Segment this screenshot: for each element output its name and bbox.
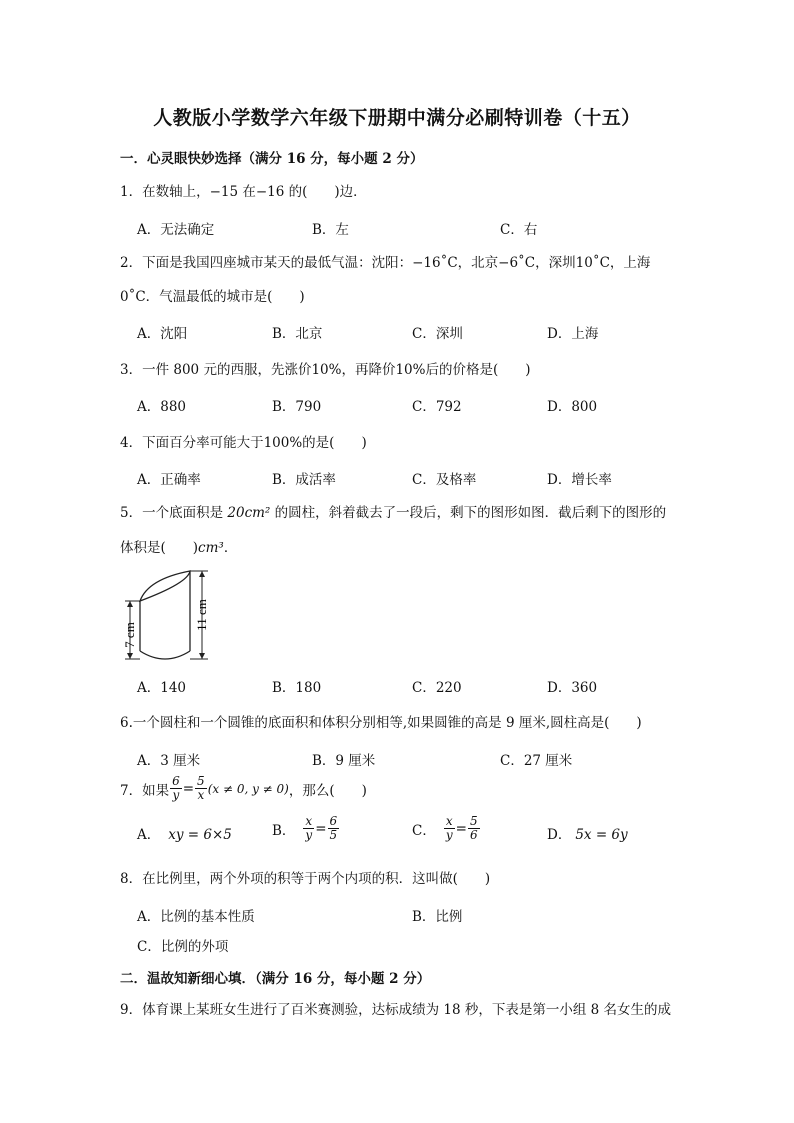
question-5-line-2: 体积是( )cm³． [120, 540, 238, 556]
fig-label-7cm: 7 cm [122, 622, 137, 648]
q6-option-a[interactable]: A．3 厘米 [137, 753, 201, 769]
q1-option-c[interactable]: C．右 [500, 222, 538, 238]
q4-option-d[interactable]: D．增长率 [547, 472, 612, 488]
question-4: 4．下面百分率可能大于100%的是( ) [120, 435, 367, 451]
section-1-heading: 一．心灵眼快妙选择（满分 16 分，每小题 2 分） [120, 151, 424, 167]
question-6: 6.一个圆柱和一个圆锥的底面积和体积分别相等,如果圆锥的高是 9 厘米,圆柱高是( ) [120, 715, 642, 731]
fig-label-11cm: 11 cm [194, 599, 209, 631]
question-3: 3．一件 800 元的西服，先涨价10%，再降价10%后的价格是( ) [120, 362, 531, 378]
question-2-line-1: 2．下面是我国四座城市某天的最低气温：沈阳：−16˚C，北京−6˚C，深圳10˚C，上海 [120, 255, 651, 271]
question-8: 8．在比例里，两个外项的积等于两个内项的积．这叫做( ) [120, 871, 491, 887]
q7-option-b[interactable]: B． $\frac{x}{y}$ = $\frac{6}{5}$ [272, 814, 338, 842]
q3-option-c[interactable]: C．792 [412, 399, 462, 415]
q5-option-a[interactable]: A．140 [137, 680, 187, 696]
q1-option-a[interactable]: A．无法确定 [137, 222, 215, 238]
q8-option-c[interactable]: C．比例的外项 [137, 939, 229, 955]
q7-option-a[interactable]: A． xy = 6×5 [137, 827, 232, 843]
q3-option-d[interactable]: D．800 [547, 399, 598, 415]
q2-option-c[interactable]: C．深圳 [412, 326, 463, 342]
q3-option-b[interactable]: B．790 [272, 399, 322, 415]
question-1: 1．在数轴上，−15 在−16 的( )边． [120, 184, 367, 200]
q3-option-a[interactable]: A．880 [137, 399, 187, 415]
section-2-heading: 二．温故知新细心填．（满分 16 分，每小题 2 分） [120, 971, 431, 987]
q1-option-b[interactable]: B．左 [312, 222, 349, 238]
q8-option-b[interactable]: B．比例 [412, 909, 463, 925]
q2-option-d[interactable]: D．上海 [547, 326, 599, 342]
q4-option-a[interactable]: A．正确率 [137, 472, 201, 488]
q5-option-b[interactable]: B．180 [272, 680, 322, 696]
question-9: 9．体育课上某班女生进行了百米赛测验，达标成绩为 18 秒，下表是第一小组 8 名女生的成 [120, 1002, 672, 1018]
q7-option-c[interactable]: C． $\frac{x}{y}$ = $\frac{5}{6}$ [412, 814, 478, 842]
q4-option-b[interactable]: B．成活率 [272, 472, 336, 488]
q4-option-c[interactable]: C．及格率 [412, 472, 477, 488]
question-2-line-2: 0˚C．气温最低的城市是( ) [120, 289, 305, 305]
q6-option-c[interactable]: C．27 厘米 [500, 753, 573, 769]
q2-option-a[interactable]: A．沈阳 [137, 326, 188, 342]
q7-fraction-2: $\frac{5}{x}$ [197, 774, 205, 802]
q2-option-b[interactable]: B．北京 [272, 326, 323, 342]
q8-option-a[interactable]: A．比例的基本性质 [137, 909, 255, 925]
q7-fraction-1: $\frac{6}{y}$ [172, 774, 180, 802]
cut-cylinder-figure [118, 563, 218, 668]
q6-option-b[interactable]: B．9 厘米 [312, 753, 376, 769]
q7-option-d[interactable]: D． 5x = 6y [547, 827, 628, 843]
q5-option-d[interactable]: D．360 [547, 680, 598, 696]
question-5-line-1: 5．一个底面积是 20cm² 的圆柱，斜着截去了一段后，剩下的图形如图．截后剩下的图形的 [120, 505, 667, 521]
question-7: 7．如果 $\frac{6}{y}$ = $\frac{5}{x}$ (x ≠ 0, y ≠ 0) ，那么( ) [120, 774, 367, 802]
q5-option-c[interactable]: C．220 [412, 680, 462, 696]
page-title: 人教版小学数学六年级下册期中满分必刷特训卷（十五） [153, 107, 641, 129]
